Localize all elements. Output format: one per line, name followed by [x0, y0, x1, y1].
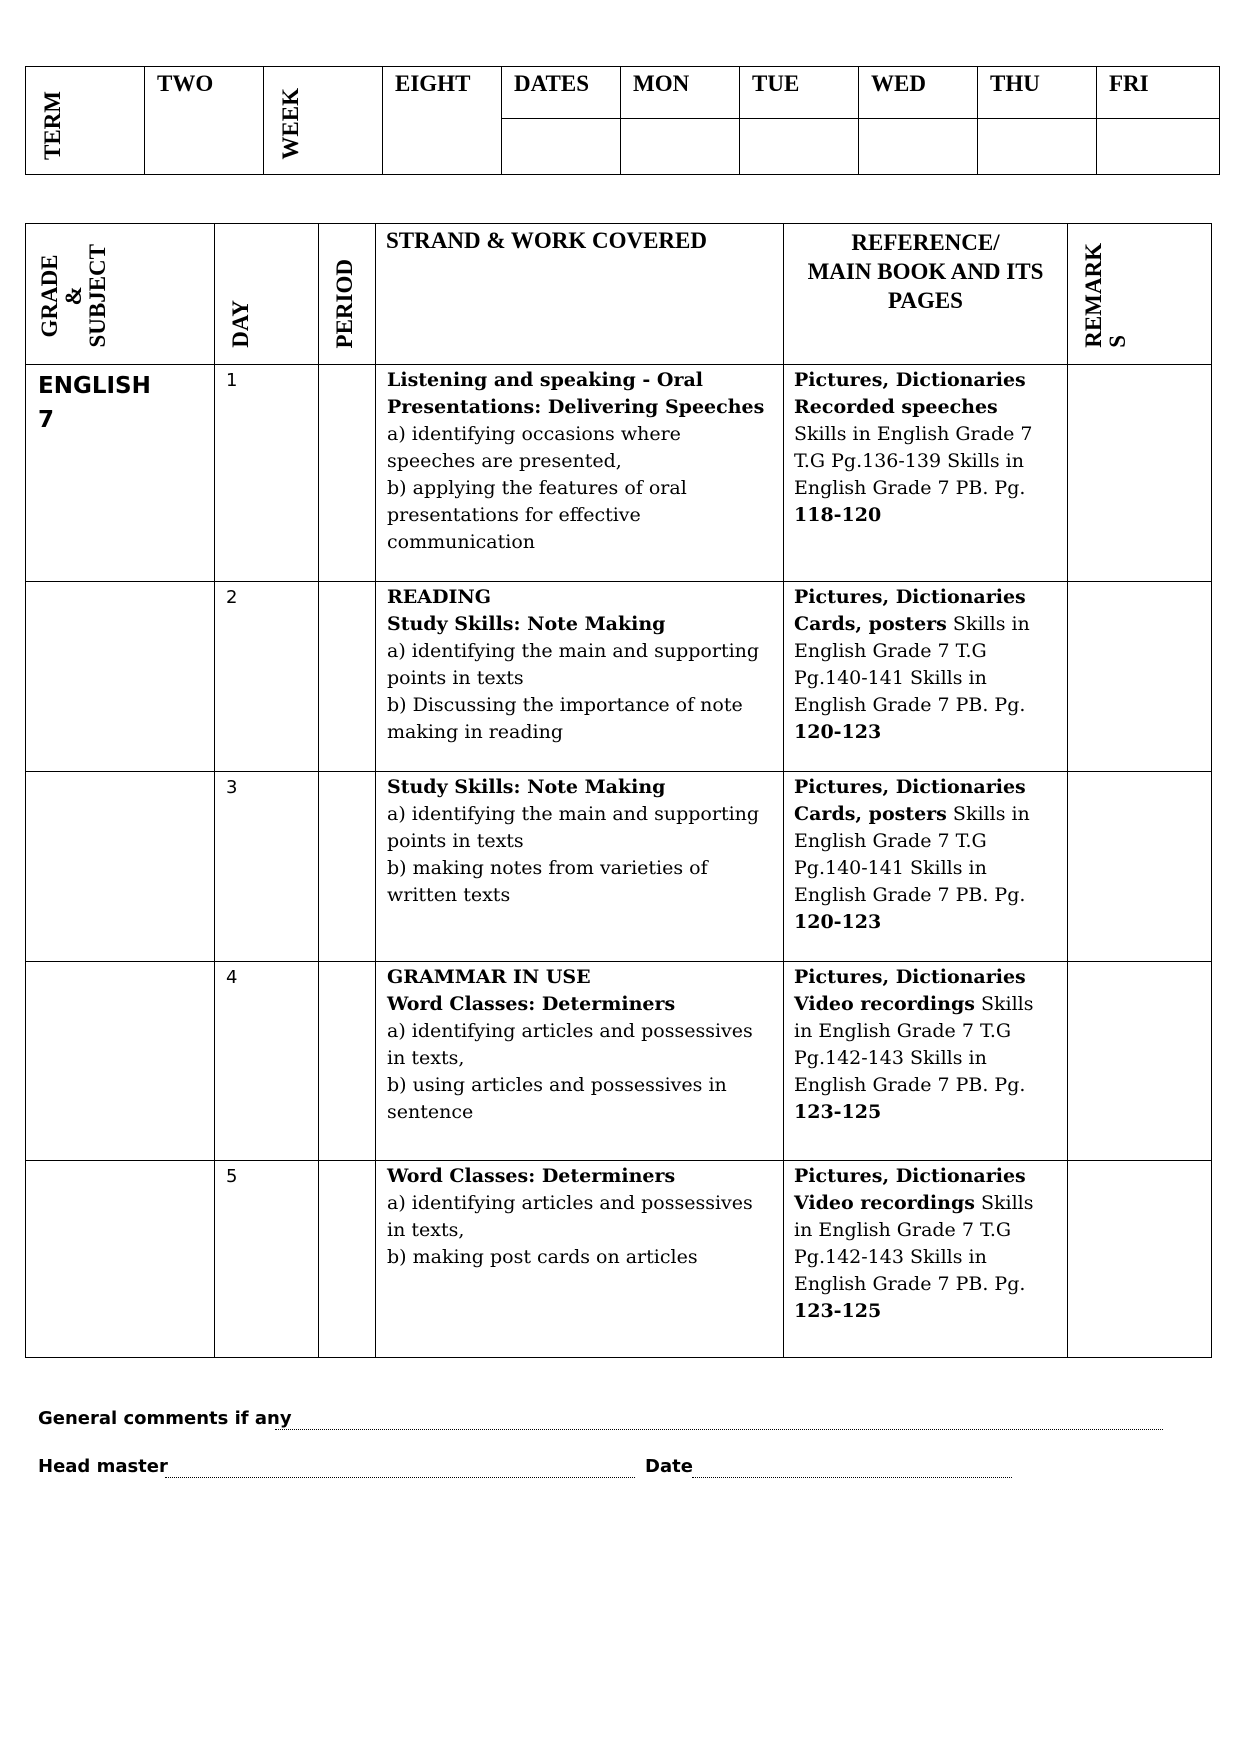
- term-label: TERM: [40, 91, 65, 160]
- remarks-header: [1068, 224, 1212, 365]
- grade-subject-cell: [26, 582, 215, 772]
- wed-date-cell: [859, 119, 978, 175]
- period-label: PERIOD: [332, 258, 357, 348]
- table-header-row: [26, 224, 1212, 365]
- table-row: [26, 365, 1212, 582]
- dates-cell: [502, 119, 621, 175]
- term-label-cell: [26, 67, 145, 175]
- strand-label: STRAND & WORK COVERED: [386, 228, 707, 253]
- thu-date-cell: [978, 119, 1097, 175]
- dates-label: DATES: [502, 67, 621, 119]
- day-cell: 1: [215, 365, 319, 582]
- week-label-cell: [264, 67, 383, 175]
- date-line[interactable]: [692, 1477, 1012, 1478]
- remarks-label: REMARK S: [1081, 243, 1130, 348]
- table-row: [26, 582, 1212, 772]
- reference-cell: Pictures, Dictionaries Video recordings Skills in English Grade 7 T.G Pg.142-143 Skills in English Grade 7 PB. Pg. 123-125: [784, 1161, 1068, 1358]
- day-cell: 2: [215, 582, 319, 772]
- headmaster-label: Head master: [38, 1456, 168, 1477]
- period-cell: [319, 772, 376, 962]
- day-tue: TUE: [740, 67, 859, 119]
- week-value: EIGHT: [383, 67, 502, 175]
- grade-subject-header: [26, 224, 215, 365]
- reference-cell: Pictures, Dictionaries Cards, posters Skills in English Grade 7 T.G Pg.140-141 Skills in English Grade 7 PB. Pg. 120-123: [784, 772, 1068, 962]
- mon-date-cell: [621, 119, 740, 175]
- work-covered-cell: Study Skills: Note Making a) identifying the main and supporting points in texts b) making notes from varieties of written texts: [376, 772, 784, 962]
- grade-subject-cell: [26, 1161, 215, 1358]
- strand-header: [376, 224, 784, 365]
- general-comments-line[interactable]: [275, 1429, 1163, 1430]
- work-covered-cell: READING Study Skills: Note Making a) identifying the main and supporting points in texts b) Discussing the importance of note making in reading: [376, 582, 784, 772]
- day-thu: THU: [978, 67, 1097, 119]
- remarks-cell: [1068, 365, 1212, 582]
- lesson-record-table: [25, 223, 1212, 1358]
- term-value: TWO: [145, 67, 264, 175]
- day-cell: 5: [215, 1161, 319, 1358]
- headmaster-signature-line[interactable]: [165, 1477, 635, 1478]
- day-cell: 4: [215, 962, 319, 1161]
- table-row: [26, 1161, 1212, 1358]
- work-covered-cell: Listening and speaking - Oral Presentations: Delivering Speeches a) identifying occasions where speeches are presented, b) applying the features of oral presentations for effective communication: [376, 365, 784, 582]
- table-row: [26, 772, 1212, 962]
- reference-cell: Pictures, Dictionaries Cards, posters Skills in English Grade 7 T.G Pg.140-141 Skills in English Grade 7 PB. Pg. 120-123: [784, 582, 1068, 772]
- grade-subject-cell: ENGLISH 7: [26, 365, 215, 582]
- term-week-table: [25, 66, 1220, 175]
- date-label: Date: [645, 1456, 693, 1477]
- tue-date-cell: [740, 119, 859, 175]
- fri-date-cell: [1097, 119, 1220, 175]
- day-cell: 3: [215, 772, 319, 962]
- period-cell: [319, 582, 376, 772]
- remarks-cell: [1068, 962, 1212, 1161]
- period-header: [319, 224, 376, 365]
- grade-subject-cell: [26, 962, 215, 1161]
- day-wed: WED: [859, 67, 978, 119]
- general-comments-label: General comments if any: [38, 1408, 292, 1429]
- work-covered-cell: Word Classes: Determiners a) identifying articles and possessives in texts, b) making post cards on articles: [376, 1161, 784, 1358]
- period-cell: [319, 1161, 376, 1358]
- reference-cell: Pictures, Dictionaries Recorded speeches Skills in English Grade 7 T.G Pg.136-139 Skills in English Grade 7 PB. Pg. 118-120: [784, 365, 1068, 582]
- day-header: [215, 224, 319, 365]
- remarks-cell: [1068, 772, 1212, 962]
- day-label: DAY: [228, 300, 253, 348]
- remarks-cell: [1068, 582, 1212, 772]
- reference-cell: Pictures, Dictionaries Video recordings Skills in English Grade 7 T.G Pg.142-143 Skills in English Grade 7 PB. Pg. 123-125: [784, 962, 1068, 1161]
- period-cell: [319, 962, 376, 1161]
- remarks-cell: [1068, 1161, 1212, 1358]
- day-fri: FRI: [1097, 67, 1220, 119]
- period-cell: [319, 365, 376, 582]
- grade-subject-cell: [26, 772, 215, 962]
- work-covered-cell: GRAMMAR IN USE Word Classes: Determiners a) identifying articles and possessives in texts, b) using articles and possessives in sentence: [376, 962, 784, 1161]
- day-mon: MON: [621, 67, 740, 119]
- table-row: [26, 962, 1212, 1161]
- week-label: WEEK: [278, 88, 303, 160]
- reference-header: REFERENCE/ MAIN BOOK AND ITS PAGES: [784, 224, 1068, 365]
- grade-subject-label: GRADE & SUBJECT: [37, 244, 110, 348]
